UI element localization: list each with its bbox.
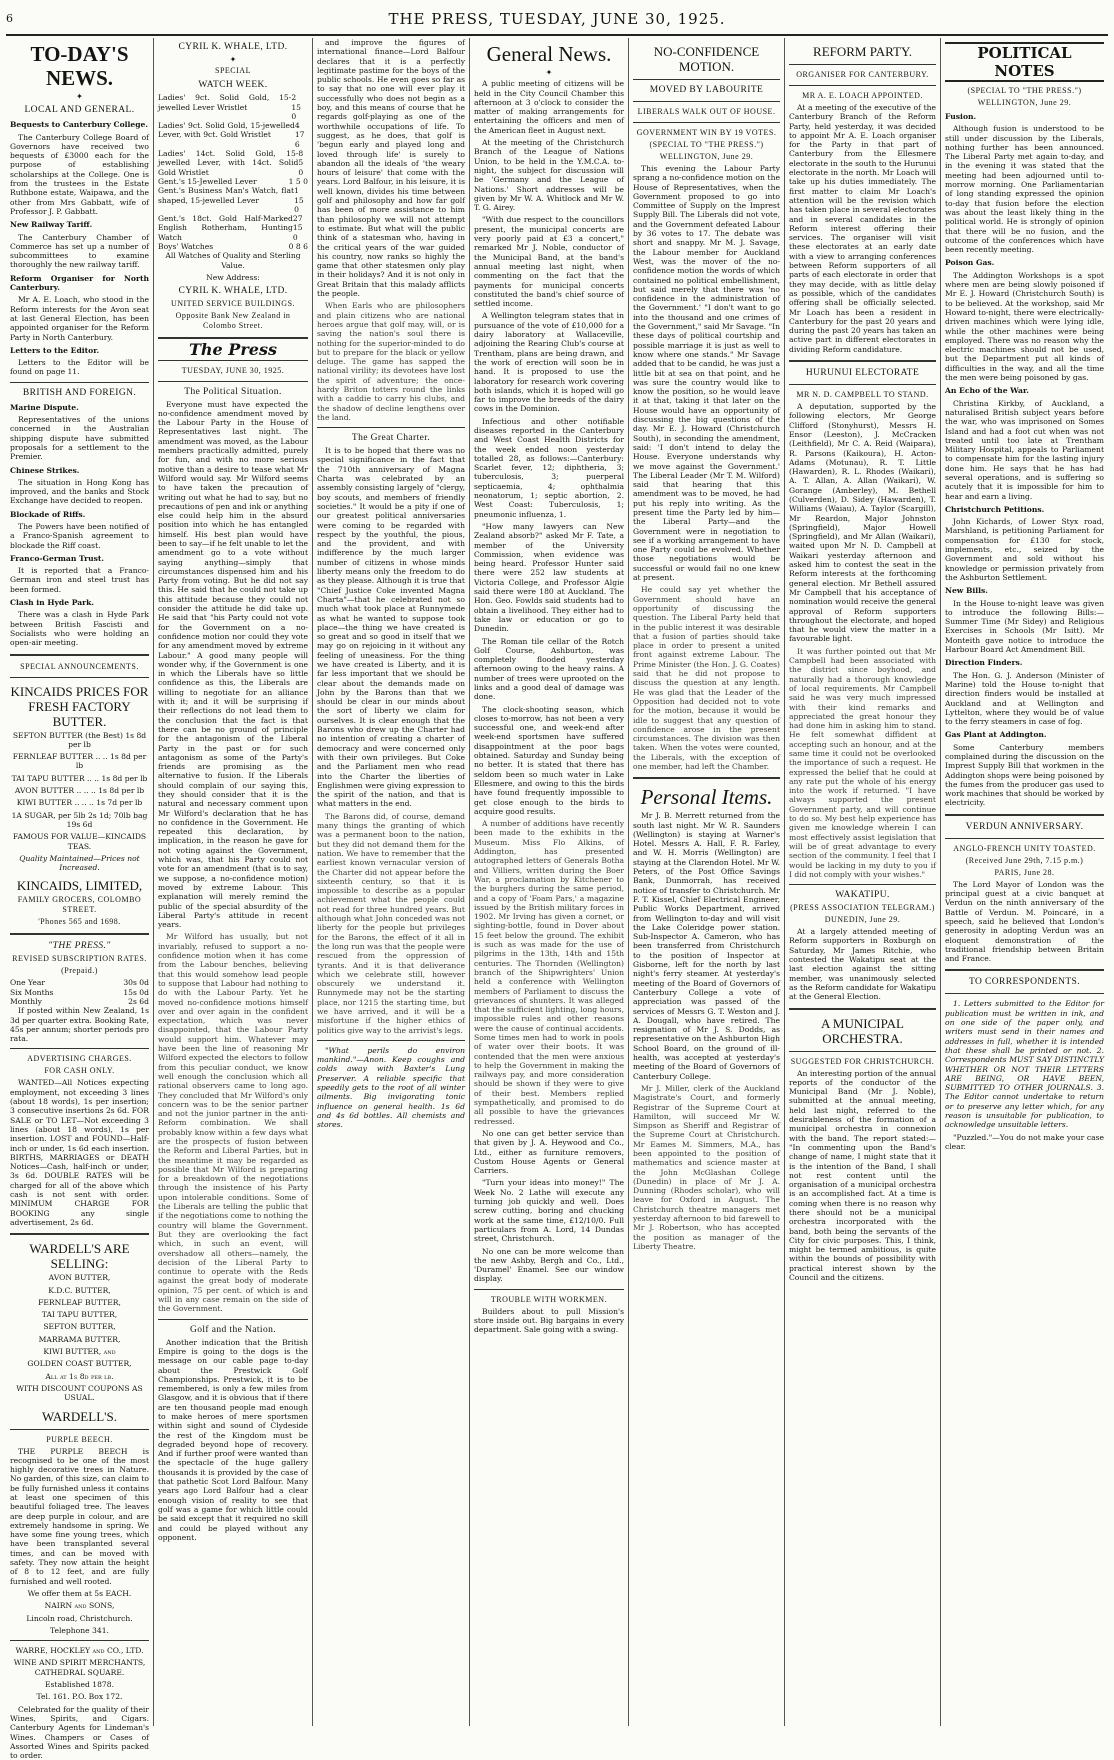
verdun-heading: VERDUN ANNIVERSARY. <box>965 821 1084 832</box>
wakatipu-text: At a largely attended meeting of Reform supporters in Roxburgh on Saturday, Mr James Ritchie, who contested the Wakatipu seat at the last election against the sitting member, was unanimously selected as the Reform candidate for Wakatipu at the General Election. <box>789 927 936 1002</box>
butter-line: MARRAMA BUTTER, <box>38 1334 121 1344</box>
butter-line: K.D.C. BUTTER, <box>48 1285 111 1295</box>
divider <box>10 1048 149 1049</box>
price-line: SEFTON BUTTER (the Best) 1s 8d per lb <box>12 730 147 749</box>
direction-finders-text: The Hon. G. J. Anderson (Minister of Marine) told the House to-night that direction finders would be installed at Auckland and at Wellington and Lyttelton, where they would be of value to the ferry steamers in case of fog. <box>945 670 1104 727</box>
poison-gas-head: Poison Gas. <box>945 258 995 268</box>
column-5 <box>629 38 785 1726</box>
butter-line: KIWI BUTTER, and <box>43 1347 116 1357</box>
general-news-item: "With due respect to the councillors present, the municipal concerts are very poorly paid at £3 a concert," remarked Mr J. Noble, conductor of the Municipal Band, at the band's annual meeting last night, when commenting on the fact that the payments for municipal concerts constituted the band's chief source of settled income. <box>474 215 624 309</box>
general-news-item: At the meeting of the Christchurch Branch of the League of Nations Union, to be held in the Y.M.C.A. to-night, the subject for discussion will be 'Germany and the League of Nations.' Short addresses will be given by Mr W. A. Whitlock and Mr W. T. G. Airey. <box>474 138 624 213</box>
editorial-date: TUESDAY, JUNE 30, 1925. <box>181 365 285 375</box>
orchestra-sub: SUGGESTED FOR CHRISTCHURCH. <box>790 1056 935 1066</box>
price-line: KIWI BUTTER .. .. .. 1s 7d per lb <box>16 798 143 808</box>
divider <box>633 777 780 779</box>
news-item-head: Franco-German Trust. <box>10 553 105 563</box>
notice-item: "Turn your ideas into money!" The Week No. 2 Lathe will execute any turning job quickly and well. Does screw cutting, boring and chucking work at the same time, £12/10/0. Full particulars from A. Lord, 14 Dundas street, Christchurch. <box>474 1178 624 1244</box>
divider <box>789 85 936 86</box>
cash-only: FOR CASH ONLY. <box>44 1066 115 1076</box>
news-item-head: New Railway Tariff. <box>10 220 93 230</box>
dateline: WELLINGTON, June 29. <box>659 152 754 161</box>
divider <box>10 654 149 656</box>
news-item-head: Reform Organiser for North Canterbury. <box>10 273 149 293</box>
echo-war-head: An Echo of the War. <box>945 386 1029 396</box>
hurunui-heading: HURUNUI ELECTORATE <box>805 368 920 379</box>
ornament: ✦ <box>545 68 553 77</box>
news-item-text: There was a clash in Hyde Park between British Fascisti and Socialists who were holding an open-air meeting. <box>10 610 149 648</box>
orchestra-heading: A MUNICIPAL ORCHESTRA. <box>821 1015 904 1046</box>
political-notes-heading: POLITICAL NOTES <box>945 42 1104 82</box>
direction-finders-head: Direction Finders. <box>945 658 1023 668</box>
rate-row: Monthly 2s 6d <box>10 997 149 1006</box>
beech-call: We offer them at 5s EACH. <box>27 1588 132 1598</box>
orchestra-text: An interesting portion of the annual reports of the conductor of the Municipal Band (Mr J. Noble), submitted at the annual meeting, held last night, referred to the desirableness of the formation of a municipal orchestra in connexion with the band. The report stated:— "In commenting upon the Band's change of name, I might state that it is the intention of the Band, I shall not rest content until the organisation of a municipal orchestra is an accomplished fact. At a time is coming when there is no reason why there should not be a municipal orchestra incorporated with the band, both being the servants of the City for civic purposes. This, I think, might be termed ambitious, is quite within the bounds of possibility with practical interest shown by the Council and the citizens. <box>789 1068 936 1283</box>
butter-line: All at 1s 8d per lb. <box>45 1371 114 1381</box>
press-logo: "THE PRESS." <box>48 941 111 952</box>
hurunui-sub: MR N. D. CAMPBELL TO STAND. <box>796 390 929 400</box>
divider <box>789 384 936 385</box>
divider <box>10 933 149 935</box>
sugar-line: 1A SUGAR, per 5lb 2s 1d; 70lb bag 19s 6d <box>11 810 148 829</box>
divider <box>10 677 149 678</box>
wine-phone: Tel. 161. P.O. Box 172. <box>36 1692 123 1702</box>
ornament: ✦ <box>229 55 237 64</box>
news-item-head: Letters to the Editor. <box>10 345 100 355</box>
watch-row: Gent.'s 15-Jewelled Lever 1 5 0 <box>158 176 308 186</box>
divider <box>317 427 465 428</box>
kincaids-ad-title: KINCAIDS PRICES FOR FRESH FACTORY BUTTER. <box>10 683 149 729</box>
divider <box>158 1319 308 1320</box>
no-confidence-sub2: LIBERALS WALK OUT OF HOUSE. <box>637 107 776 116</box>
lung-preserver-ad: "What perils do environ mankind."—Anon. Keep coughs and colds away with Baxter's Lung Preserver. A reliable specific that speedily gets to the root of all winter ailments. Big invigorating tonic influence on general health. 1s 6d and 4s 6d bottles. All chemists and stores. <box>317 1045 465 1130</box>
puzzled-reply: "Puzzled."—You do not make your case clear. <box>945 1132 1104 1151</box>
warre-name: WARRE, HOCKLEY and CO., LTD. <box>15 1646 144 1656</box>
price-line: TAI TAPU BUTTER .. .. 1s 8d per lb <box>11 773 148 783</box>
news-item-text: The situation in Hong Kong has improved, and the banks and Stock Exchange have decided to reopen. <box>10 477 149 506</box>
butter-line: TAI TAPU BUTTER, <box>41 1310 118 1320</box>
whale-building: UNITED SERVICE BUILDINGS. <box>170 299 296 309</box>
general-news-item: A public meeting of citizens will be held in the City Council Chamber this afternoon at 3 o'clock to consider the matter of making arrangements for entertaining the officers and men of the American fleet in August next. <box>474 79 624 135</box>
news-item-head: Chinese Strikes. <box>10 465 80 475</box>
news-item-text: Mr A. E. Loach, who stood in the Reform interests for the Avon seat at last General Election, has been appointed organiser for the Reform Party in North Canterbury. <box>10 295 149 342</box>
watch-row: Ladies' 14ct. Solid Gold, 15-jewelled Lever, with 14ct. Solid Gold Wristlet 8 5 0 <box>158 149 304 177</box>
column-7 <box>941 38 1108 1726</box>
divider <box>945 969 1104 971</box>
price-line: AVON BUTTER .. .. .. 1s 8d per lb <box>14 786 145 796</box>
british-foreign-heading: BRITISH AND FOREIGN. <box>22 387 137 398</box>
wine-title: WINE AND SPIRIT MERCHANTS, CATHEDRAL SQUARE. <box>13 1658 146 1677</box>
editorial-heading-charter: The Great Charter. <box>351 433 431 444</box>
nairn-phone: Telephone 341. <box>50 1625 109 1635</box>
general-news-item: The clock-shooting season, which closes to-morrow, has not been a very successful one, and week-end after week-end sportsmen have suffered disappointment at the poor bags obtained. Saturday and Sunday being no better. It is stated that there has seldom been so much water in Lake Ellesmere, and owing to this the birds have found frequently impossible to get close enough to the birds to acquire good results. <box>474 704 624 816</box>
wakatipu-heading: WAKATIPU. <box>835 890 890 901</box>
reform-sub2: MR A. E. LOACH APPOINTED. <box>802 91 923 100</box>
verdun-sub: ANGLO-FRENCH UNITY TOASTED. <box>953 843 1096 853</box>
divider <box>10 1233 149 1235</box>
nairn-address: Lincoln road, Christchurch. <box>26 1613 133 1623</box>
gas-plant-text: Some Canterbury members complained during the discussion on the Imprest Supply Bill that workmen in the Addington shops were being poisoned by the fumes from the producer gas used to work machines that should be worked by electricity. <box>945 742 1104 808</box>
divider <box>10 382 149 383</box>
verdun-dateline: PARIS, June 28. <box>994 867 1055 877</box>
byline: (SPECIAL TO "THE PRESS.") <box>649 140 764 149</box>
masthead <box>6 8 1108 36</box>
column-3 <box>313 38 470 1726</box>
whale-special: SPECIAL <box>215 66 251 76</box>
correspondents-text: 1. Letters submitted to the Editor for publication must be written in ink, and on one side of the paper only, and writers must send in their names and addresses in full, whether it is intended that these shall be printed or not. 2. Correspondents MUST SAY DISTINCTLY WHETHER OR NOT THEIR LETTERS ARE BEING, OR HAVE BEEN, SUBMITTED TO OTHER JOURNALS. 3. The Editor cannot undertake to return or to preserve any letter which, for any reason is unsuitable for publication, to acknowledge unsuitable letters. <box>945 999 1104 1130</box>
fusion-head: Fusion. <box>945 112 977 121</box>
divider <box>633 122 780 123</box>
news-item-text: It is reported that a Franco-German iron and steel trust has been formed. <box>10 566 149 594</box>
columns <box>6 38 1108 1760</box>
trouble-text: Builders about to pull Mission's store inside out. Big bargains in every department. Sale going with a swing. <box>474 1306 624 1335</box>
divider <box>945 814 1104 816</box>
column-1 <box>6 38 154 1760</box>
butter-line: AVON BUTTER, <box>48 1273 111 1283</box>
beech-text: THE PURPLE BEECH is recognised to be one of the most highly decorative trees in Nature. No garden, of this size, can claim to be fully furnished unless it contains at least one specimen of this beautiful foliaged tree. The leaves are deep purple in colour, and are extremely handsome in spring. We have some fine young trees, which have been transplanted several times, and can be moved with safety. They now attain the height of 8 to 12 feet, and are fully furnished and well rooted. <box>10 1446 149 1586</box>
no-confidence-text: This evening the Labour Party sprang a no-confidence motion on the House of Representatives, when the Government proposed to go into Committee of Supply on the Imprest Supply Bill. The Liberals did not vote, and the Government defeated Labour by 36 votes to 17. The debate was short and snappy. Mr M. J. Savage, the Labour member for Auckland West, was the mover of the no-confidence motion the words of which contained no political embellishment, but said merely that there was 'no confidence in the administration of the Government.' "I don't want to go into the thousand and one crimes of the Government," said Mr Savage. "In these days of political courtship and possible marriage it is just as well to know where one stands." Mr Savage added that to be candid, he was just a little bit at sea on that point, and he was sure the country would like to know the position, so he would leave it at that, taking it that later on the House would have an opportunity of discussing the big questions of the day. Mr E. J. Howard (Christchurch South), in seconding the amendment, said: 'I don't intend to delay the House. Everyone understands why we move against the Government.' The Liberal Leader (Mr T. M. Wilford) said that hearing that this amendment was to be moved, he had put his reply into writing. As the present time the Party led by him—the Liberal Party—and the Government were in negotiation to see if a working arrangement to have one Party could be evolved. Whether those negotiations would be successful or would fail no one knew at present. <box>633 164 780 583</box>
page-number: 6 <box>6 12 14 25</box>
butter-line: FERNLEAF BUTTER, <box>38 1297 121 1307</box>
divider <box>789 1008 936 1010</box>
local-news-list <box>10 120 149 376</box>
editorial-heading-golf: Golf and the Nation. <box>189 1324 277 1335</box>
divider <box>945 993 1104 994</box>
rates-note: If posted within New Zealand, 1s 3d per quarter extra. Booking Rate, 45s per annum; shorter periods pro rata. <box>10 1006 149 1044</box>
wardells-title: WARDELL'S ARE SELLING: <box>29 1241 130 1272</box>
divider <box>789 360 936 362</box>
advertising-text: WANTED—All Notices expecting employment, not exceeding 3 lines (about 18 words), 1s per insertion; 3 consecutive insertions 2s 6d. FOR SALE or TO LET—Not exceeding 3 lines (about 18 words), 1s per insertion. LOST and FOUND—Half-inch or under, 1s 6d each insertion. BIRTHS, MARRIAGES or DEATH Notices—Cash, half-inch or under, 3s 6d. DOUBLE RATES will be charged for all of the above which cash is not sent with order. MINIMUM CHARGE FOR BOOKING any single advertisement, 2s 6d. <box>10 1078 149 1227</box>
rate-row: Six Months 15s 0d <box>10 987 149 997</box>
personal-items-cont: Mr J. Miller, clerk of the Auckland Magistrate's Court, and formerly Registrar of the Supreme Court at Hamilton, will succeed Mr W. Simpson as Sheriff and Registrar of the Supreme Court at Christchurch. Mr Eames M. Simmers, M.A., has been appointed to the position of mathematics and science master at the John McGlashan College (Dunedin) in place of Mr J. A. Dunning (Rhodes scholar), who will leave for Oxford in August. The Christchurch theatre managers met yesterday afternoon to bid farewell to Mr J. Robertson, who has accepted the position as manager of the Liberty Theatre. <box>633 1083 780 1251</box>
no-confidence-sub3: GOVERNMENT WIN BY 19 VOTES. <box>636 128 777 137</box>
wine-text: Celebrated for the quality of their Wines, Spirits, and Cigars. Canterbury Agents for Lindeman's Wines. Champers or Cases of Assorted Wines and Spirits packed to order. <box>10 1704 149 1760</box>
famous-line: FAMOUS FOR VALUE—KINCAIDS TEAS. <box>12 832 147 851</box>
divider <box>789 1051 936 1052</box>
ad-tagline: Quality Maintained—Prices not Increased. <box>19 853 140 873</box>
hurunui-text: A deputation, supported by the following electors, Mr George Clifford (Stonyhurst), Messrs H. Ensor (Leeston), J. McCracken (Leithfield), Mr C. A. Reid (Waipara), R. Parsons (Kaikoura), H. Acton-Adams (Motunau), R. T. Little (Hawarden), R. L. Rhodes (Waikari), A. T. Allan, A. Allan (Waikari), W. Gorange (Amberley), M. Bethell (Culverden), D. Sidey (Hawarden), T. Williams (Waiau), A. Taylor (Scargill), Mr Reardon, Major Johnston (Springfield), Major Howell (Springfield), and Mr Allan (Waikari), waited upon Mr N. D. Campbell at Waikari yesterday afternoon and asked him to contest the seat in the Reform interests at the forthcoming general election. Mr Bethell assured Mr Campbell that his acceptance of nomination would receive the general approval of Reform supporters throughout the electorate, and hoped that he would view the matter in a favourable light. <box>789 402 936 644</box>
watch-row: Gent.'s Business Man's Watch, flat shaped, 15-jewelled Lever 1 15 0 <box>158 186 304 214</box>
political-dateline: WELLINGTON, June 29. <box>977 98 1072 107</box>
rate-row: One Year 30s 0d <box>10 978 149 988</box>
watch-row: Ladies' 9ct. Solid Gold, 15-jewelled Lever Wristlet 2 15 0 <box>158 93 301 121</box>
general-news-item: Infectious and other notifiable diseases reported in the Canterbury and West Coast Health Districts for the week ended noon yesterday totalled 28, as follows:—Canterbury: Scarlet fever, 12; diphtheria, 3; tuberculosis, 3; puerperal septicaemia, 4; ophthalmia neonatorum, 1; septic abortion, 2. West Coast: Tuberculosis, 1; pneumonic influenza, 1. <box>474 416 624 519</box>
rates-heading: REVISED SUBSCRIPTION RATES. <box>12 954 147 964</box>
wine-established: Established 1878. <box>44 1680 115 1690</box>
foreign-news-list <box>10 403 149 648</box>
new-bills-head: New Bills. <box>945 586 988 596</box>
new-address-label: New Address: <box>206 272 260 282</box>
poison-gas-text: The Addington Workshops is a spot where men are being slowly poisoned if Mr E. J. Howard (Christchurch South) is to be believed. At the workshop, said Mr Howard to-night, there were electrically-driven machines which were lying idle, while the other machines were being employed. There was no reason why the electric machines should not be used, but the Department put all kinds of difficulties in the way, and all the time the men were being poisoned by gas. <box>945 270 1104 383</box>
divider <box>158 360 308 361</box>
notice-item: No one can get better service than that given by J. A. Heywood and Co., Ltd., either as furniture removers, Custom House Agents or General Carriers. <box>474 1128 624 1176</box>
divider <box>158 337 308 339</box>
divider <box>317 1040 465 1041</box>
watch-note: All Watches of Quality and Sterling Value. <box>165 251 301 270</box>
divider <box>10 1429 149 1430</box>
divider <box>474 1289 624 1290</box>
wardells-name: WARDELL'S. <box>42 1408 117 1424</box>
coupon-line: WITH DISCOUNT COUPONS AS USUAL. <box>16 1383 143 1403</box>
price-line: FERNLEAF BUTTER .. .. 1s 8d per lb <box>12 752 147 771</box>
no-confidence-sub1: MOVED BY LABOURITE <box>649 85 764 95</box>
general-news-item: A Wellington telegram states that in pursuance of the vote of £10,000 for a dairy laboratory at Wallaceville, adjoining the Rearing Club's course at Trentham, plans are being drawn, and the work of erection will soon be in hand. It is proposed to use the laboratory for research work covering both islands, which it is hoped will go far to improve the breeds of the dairy cows in the Dominion. <box>474 311 624 414</box>
todays-news-heading: TO-DAY'S NEWS. <box>30 42 129 90</box>
general-news-more: A number of additions have recently been made to the exhibits in the Museum. Miss Flo Alkins, of Addington, has presented autographed letters of Generals Botha and Villiers, written during the Boer War, a proclamation by Kitchener to the burghers during the same period, and a copy of 'Foam Pars,' a magazine issued by the British military forces in 1902. Mr Irving has given a cornet, or sighting-bottle, found in Dover about 15 feet below the ground. The exhibit is such as was made for the use of pilgrims in the 13th, 14th and 15th centuries. The Thornden (Wellington) branch of the Shipwrighters' Union held a conference with Wellington members of Parliament to discuss the grievances of shunters. It was alleged that the sufficient lighting, long hours, impossible rules and other reasons were the cause of continual accidents. Some times men had to work in pools of water over their boots. It was contended that the men were anxious to help the Government in making the railways pay, and more consideration should be shown if they were to give of their best. Members replied sympathetically, and promised to do all possible to have the grievances redressed. <box>474 819 624 1126</box>
reform-text: At a meeting of the executive of the Canterbury Branch of the Reform Party, held yesterday, it was decided to appoint Mr A. E. Loach organiser for the Party in that part of Canterbury from the Ellesmere electorate in the south to the Hurunui electorate in the north. Mr Loach will take up his duties immediately. The first matter to claim Mr Loach's attention will be the revision which has taken place in several electorates and in several candidates in the Reform interest offering their services. The organiser will visit these electorates at an early date with a view to arranging conferences between Reform supporters of all parts of each electorate in order that they may decide, with as little delay as possible, which of the candidates offering shall be officially selected. Mr Loach has been a resident in Canterbury for the past 20 years and during the past 20 years has taken an active part in different electorates in dividing Reform candidature. <box>789 103 936 354</box>
echo-war-text: Christina Kirkby, of Auckland, a naturalised British subject years before the war, who was imprisoned on Somes Island and had a foot cut when was not treated until too late at Trentham Military Hospital, appeals to Parliament to compensate him for the lasting injury done him. He says that he has had several operations, and is suffering so acutely that it is impossible for him to hear and earn a living. <box>945 398 1104 501</box>
rates-sub: (Prepaid.) <box>61 966 98 976</box>
kincaids-address: FAMILY GROCERS, COLOMBO STREET. <box>17 895 142 915</box>
golf-text-cont-2: When Earls who are philosophers and plain citizens who are national heroes argue that golf may, will, or is saving the nation's soul there is nothing for the superior-minded to do but to prepare for the black or yellow deluge. The game has sapped the national virility; its devotees have lost the spirit of adventure; the once-hardy Briton totters round the links with a caddie to carry his clubs, and the shadow of decline lengthens over the land. <box>317 301 465 422</box>
watch-row: Boys' Watches 0 8 6 <box>158 242 308 252</box>
verdun-text: The Lord Mayor of London was the principal guest at a civic banquet at Verdun on the ninth anniversary of the Battle of Verdun. M. Poincaré, in a speech, said he believed that London's generosity in adopting Verdun was an eloquent demonstration of the traditional friendship between Britain and France. <box>945 879 1104 964</box>
hurunui-text-cont: It was further pointed out that Mr Campbell had been associated with the district since boyhood, and naturally had a thorough knowledge of local requirements. Mr Campbell said he was very much impressed with their kind remarks and appreciated the great honour they had done him in asking him to stand. He felt somewhat diffident at accepting such an honour, and at the same time it could not be overlooked the importance of such a request. He expressed the belief that he could at any rate put the whole of his energy into the work if returned. "I have always supported the present Government party, and will continue to do so. My best help experience has given me knowledge wherein I can most effectively assist legislation that will be of great advantage to every section of the community. I feel that I would be lacking in my duty to you if I did not comply with your wishes." <box>789 646 936 879</box>
editorial-text-cont: Mr Wilford has usually, but not invariably, refused to support a no-confidence motion when it has come from the Labour benches, believing that this would somehow lead people to suppose that Labour had nothing to do with the Labour Party. Yet he moved no-confidence motions himself over and over again in the confident expectation, which was never disappointed, that the Labour Party would support him. Whatever may have been the line of reasoning Mr Wilford expected the electors to follow from this peculiar conduct, we know well enough the conclusion which all rational observers came to long ago. They concluded that Mr Wilford's only concern was to be the senior partner and not the junior partner in the anti-Reform combination. We shall probably know within a few days what are the prospects of fusion between the Reform and Liberal Parties, but in the meantime it may be regarded as possible that Mr Wilford is preparing for a breakdown of the negotiations through the insistence of his Party upon intolerable conditions. Some of the Liberals are telling the public that if the negotiations come to nothing the country will blame the Government. But they are overlooking the fact which, in such an event, will overshadow all others—namely, the decision of the Liberal Party to continue to operate with the Reds against the great body of moderate opinion, 75 per cent. of which is and will in any case remain on the side of the Government. <box>158 932 308 1314</box>
no-confidence-text-cont: He could say yet whether the Government should have an opportunity of discussing the question. The Liberal Party held that in the public interest it was desirable that a fusion of parties should take place in order to present a united front against extreme Labour. The Prime Minister (the Hon. J. G. Coates) said that he did not propose to discuss the question at any length. He was glad that the Leader of the Opposition had decided not to vote for the motion, because it would be idle to suggest that any question of confidence arose in the present circumstances. The division was then taken. When the votes were counted, the Liberals, with the exception of one member, had left the Chamber. <box>633 585 780 771</box>
column-4 <box>470 38 629 1726</box>
watch-list <box>158 93 308 251</box>
local-general-heading: LOCAL AND GENERAL. <box>24 105 135 116</box>
chch-petitions-head: Christchurch Petitions. <box>945 504 1045 514</box>
divider <box>789 64 936 65</box>
news-item-text: Letters to the Editor will be found on page 11. <box>10 358 149 377</box>
ornament: ✦ <box>76 92 83 101</box>
news-item-head: Bequests to Canterbury College. <box>10 120 149 130</box>
fusion-text: Although fusion is understood to be still under discussion by the Liberals, nothing further has been announced. The Liberal Party met again to-day, and in the evening it was stated that the meeting had been adjourned until to-morrow morning. One Parliamentarian of long standing expressed the opinion to-day that fusion before the election was about the least likely thing in the political world. He is strongly of opinion that there will be no fusion, and the outcome of the conferences which have been recently meeting. <box>945 124 1104 255</box>
general-news-item: The Roman tile cellar of the Rotch Golf Course, Ashburton, was completely flooded yesterday afternoon owing to the heavy rains. A number of trees were uprooted on the links and a good deal of damage was done. <box>474 636 624 702</box>
whale-ad-title: CYRIL K. WHALE, LTD. <box>178 42 288 52</box>
correspondents-heading: TO CORRESPONDENTS. <box>968 977 1080 988</box>
column-2 <box>154 38 313 1726</box>
news-item-text: Representatives of the unions concerned in the Australian shipping dispute have submitted proposals for a settlement to the Premier. <box>10 415 149 462</box>
news-item-text: The Powers have been notified of a Franco-Spanish agreement to blockade the Riff coast. <box>10 521 149 550</box>
kincaids-limited: KINCAIDS, LIMITED, <box>16 878 143 894</box>
chch-petitions-text: John Kichards, of Lower Styx road, Marshland, is petitioning Parliament for compensation for £130 for stock, implements, etc., seized by the Government and sold without his knowledge or permission privately from the Ashburton Settlement. <box>945 517 1104 582</box>
divider <box>10 1640 149 1641</box>
trouble-heading: TROUBLE WITH WORKMEN. <box>490 1294 608 1304</box>
whale-opposite: Opposite Bank New Zealand in Colombo Street. <box>175 311 291 331</box>
masthead-title: THE PRESS, TUESDAY, JUNE 30, 1925. <box>388 10 726 28</box>
beech-heading: PURPLE BEECH. <box>46 1434 113 1444</box>
watch-row: Ladies' 9ct. Solid Gold, 15-jewelled Lever, with 9ct. Gold Wristlet 4 17 6 <box>158 121 305 149</box>
news-item-text: The Canterbury Chamber of Commerce has set up a number of subcommittees to examine thoroughly the new railway tariff. <box>10 232 149 270</box>
gas-plant-head: Gas Plant at Addington. <box>945 730 1047 740</box>
advertising-heading: ADVERTISING CHARGES. <box>27 1054 132 1064</box>
divider <box>945 838 1104 839</box>
kincaids-phone: 'Phones 565 and 1698. <box>38 917 121 927</box>
whale-ad-title-2: CYRIL K. WHALE, LTD. <box>178 286 288 297</box>
news-item-head: Marine Dispute. <box>10 402 79 412</box>
golf-text-cont: and improve the figures of international finance—Lord Balfour declares that it is a perfectly legitimate pastime for the boys of the public schools. He even goes so far as to say that no one will ever play it successfully who does not begin as a boy, and this means of course that he regards golf-playing as one of the worthwhile occupations of life. To suggest, as he does, that golf is 'begun early and played long and loved through life' is surely to abandon all the ideals of 'the weary hours of leisure' that come with the years. Lord Balfour, in his leisure, it is well known, divides his time between golf and philosophy and how far golf has been of more assistance to him than philosophy we will not attempt to estimate. But what will the public think of a statesman who, having in the critical years of the war guided his country, now ranks so highly the game that other statesmen only play in their holidays? And it is not only in Great Britain that this malady afflicts the people. <box>317 38 465 299</box>
reform-sub1: ORGANISER FOR CANTERBURY. <box>796 70 929 79</box>
charter-text-cont: The Barons did, of course, demand many things the granting of which was a permanent boon to the nation, but they did not demand them for the nation. We have to remember that the earliest known vernacular version of the Charter did not appear before the sixteenth century, so that it is impossible to describe as a popular achievement what the people could not read for three hundred years. But although what John conceded was not liberty for the people but privileges for the Barons, the effect of it all in the long run was that the people were rescued from the oppression of tyrants. And it is that deliverance which we celebrate still, however obscurely we understand it. Runnymede may not be the starting place, nor 1215 the starting time, but we have arrived, and it will be a misfortune if the higher ethics of politics give way to the arrivist's legs. <box>317 811 465 1035</box>
butter-line: GOLDEN COAST BUTTER, <box>27 1359 132 1369</box>
news-item-head: Clash in Hyde Park. <box>10 598 95 608</box>
wakatipu-dateline: DUNEDIN, June 29. <box>824 915 901 925</box>
political-byline: (SPECIAL TO "THE PRESS.") <box>967 86 1082 95</box>
reform-party-heading: REFORM PARTY. <box>813 44 912 59</box>
editorial-text: Everyone must have expected the no-confidence amendment moved by the Labour Party in the House of Representatives last night. The amendment was moved, as the Labour members practically admitted, purely for fun, and with no more serious motive than a desire to tease what Mr Wilford would say. Mr Wilford seems to have taken the precaution of writing out what he had to say, but no precautions of pen and ink or anything else could help him in the absurd position into which he has entangled himself. His best plan would have been to say—if he felt unable to let the amendment go to a vote without saying anything—simply that circumstances dispensed him and his Party from voting. But he did not say this. He said that he could not take up this attitude because they could not consider the attitude he did take up. He said that "his Party could not vote for the Government on a no-confidence motion nor could they vote for any amendment moved by extreme Labour." A good many people will wonder why, if the Government is one in which the Liberals have so little confidence as this, the Liberals are willing to negotiate for an alliance with it; and it will be surprising if their reflections do not lead them to the conclusion that the fact is that there can be no ground of principle for the antagonism of the Liberal Party in the past or for such antagonism as some of the Party's friends are promising as the alternative to fusion. If the Liberals should complain of our saying this, they should consider that it is the natural and necessary comment upon Mr Wilford's declaration that he has no confidence in the Government. He repeated this declaration, by implication, in the reason he gave for not voting against the Government, which was, that his Party could not vote for an amendment (that is to say, we suppose, a no-confidence motion) moved by extreme Labour. This explanation will merely remind the public of the special absurdity of the Liberal Party's attitude in recent years. <box>158 399 308 930</box>
general-news-heading: General News. <box>486 42 612 66</box>
special-announcements-heading: SPECIAL ANNOUNCEMENTS. <box>20 661 139 671</box>
watch-row: Gent.'s 18ct. Gold Half-Marked English Rotherham, Hunting Watch 27 15 0 <box>158 214 303 242</box>
watch-week: WATCH WEEK. <box>198 80 268 91</box>
no-confidence-heading: NO-CONFIDENCE MOTION. <box>653 44 760 74</box>
wakatipu-byline: (PRESS ASSOCIATION TELEGRAM.) <box>790 903 935 913</box>
notice-item: No one can be more welcome than the new Ashby, Bergh and Co., Ltd., 'Duramel' Enamel. See our window display. <box>474 1246 624 1284</box>
golf-text: Another indication that the British Empire is going to the dogs is the message on our cable page to-day about the Prestwick Golf Championships. Prestwick, it is to be remembered, is only a few miles from Glasgow, and it is obvious that if there are ten thousand people mad enough to make heroes of mere sportsmen within sight and sound of Clydeside the rest of the Kingdom must be degraded beyond hope of recovery. And if further proof were wanted than the spectacle of the huge gallery thousands it is provided by the case of that pathetic Scot Lord Balfour. Many years ago Lord Balfour had a clear enough vision of reality to see that golf was a game for which little could be said except that it required no skill and could be played without any opponent. <box>158 1337 308 1542</box>
personal-items-heading: Personal Items. <box>640 785 773 810</box>
divider <box>633 101 780 102</box>
nairn-name: NAIRN and SONS, <box>44 1601 115 1611</box>
the-press-logo: The Press <box>189 340 277 360</box>
personal-items-text: Mr J. B. Merrett returned from the south last night. Mr W. R. Saunders (Wellington) is staying at Warner's Hotel. Messrs A. Hall, F. R. Farley, and W. H. Morris (Wellington) are staying at the Clarendon Hotel. Mr W. Peters, of the Post Office Savings Bank, Dunmorrah, has received notice of transfer to Christchurch. Mr F. T. Kissel, Chief Electrical Engineer, Public Works Department, arrived from Wellington to-day and will visit the Lake Coleridge power station. Sub-Inspector A. Cameron, who has been transferred from Christchurch to the position of Inspector at Gisborne, left for the north by last night's ferry steamer. At yesterday's meeting of the Board of Governors of Canterbury College a vote of appreciation was passed of the services of Messrs G. T. Weston and J. A. Dougall, who have retired. The resignation of Mr J. S. Dodds, as representative on the Ashburton High School Board, on the ground of ill-health, was accepted at yesterday's meeting of the Board of Governors of Canterbury College. <box>633 811 780 1081</box>
new-bills-text: In the House to-night leave was given to introduce the following Bills:—Summer Time (Mr Sidey) and Religious Exercises in Schools (Mr Isitt). Mr Monteith gave notice to introduce the Harbour Board Act Amendment Bill. <box>945 598 1104 655</box>
column-6 <box>785 38 941 1726</box>
divider <box>633 79 780 80</box>
editorial-heading-political: The Political Situation. <box>184 386 282 397</box>
divider <box>789 884 936 885</box>
butter-line: SEFTON BUTTER, <box>43 1322 116 1332</box>
news-item-text: The Canterbury College Board of Governors have received two bequests of £3000 each for the purpose of establishing scholarships at the College. One is from the trustees in the Estate Ruthbone estate, Waipawa, and the other from Mrs Gabbatt, wife of Professor J. P. Gabbatt. <box>10 132 149 216</box>
charter-text: It is to be hoped that there was no special significance in the fact that the 710th anniversary of Magna Charta was celebrated by an assembly consisting largely of "clergy, boy scouts, and members of friendly societies." It would be a pity if one of our greatest political anniversaries were coming to be regarded with respect by the youthful, the pious, and the provident, and with indifference by the much larger number of citizens in whose minds liberty means only the freedom to do as they please. Although it is true that "Chief Justice Coke invented Magna Charta"—that he celebrated not so much what took place at Runnymede as what he wanted to suppose took place—the thing we have created is so great and so good in itself that we may go on rejoicing in it without any feeling of uneasiness. For the thing we have created is Liberty, and it is far less important that we should be clear about the demands made on John by the Barons than that we should be clear in our minds about the sort of liberty we claim for ourselves. It is clear enough that the Barons who drew up the Charter had no intention of creating a charter of democracy and were concerned only with their own privileges. But Coke and the Parliament men who read into the Charter the liberties of Englishmen were giving expression to the spirit of the nation, and that is what matters in the end. <box>317 446 465 809</box>
divider <box>158 381 308 382</box>
general-news-item: "How many lawyers can New Zealand absorb?" asked Mr F. Tate, a member of the University Commission, when evidence was being heard. Professor Hunter said there were 252 law students at Victoria College, and Professor Algie said there were 180 at Auckland. The Hon. Geo. Fowlds said students had to obtain a livelihood. They either had to take law or education or go to Dunedin. <box>474 521 624 634</box>
news-item-head: Blockade of Riffs. <box>10 509 86 519</box>
verdun-received: (Received June 29th, 7.15 p.m.) <box>965 855 1084 865</box>
